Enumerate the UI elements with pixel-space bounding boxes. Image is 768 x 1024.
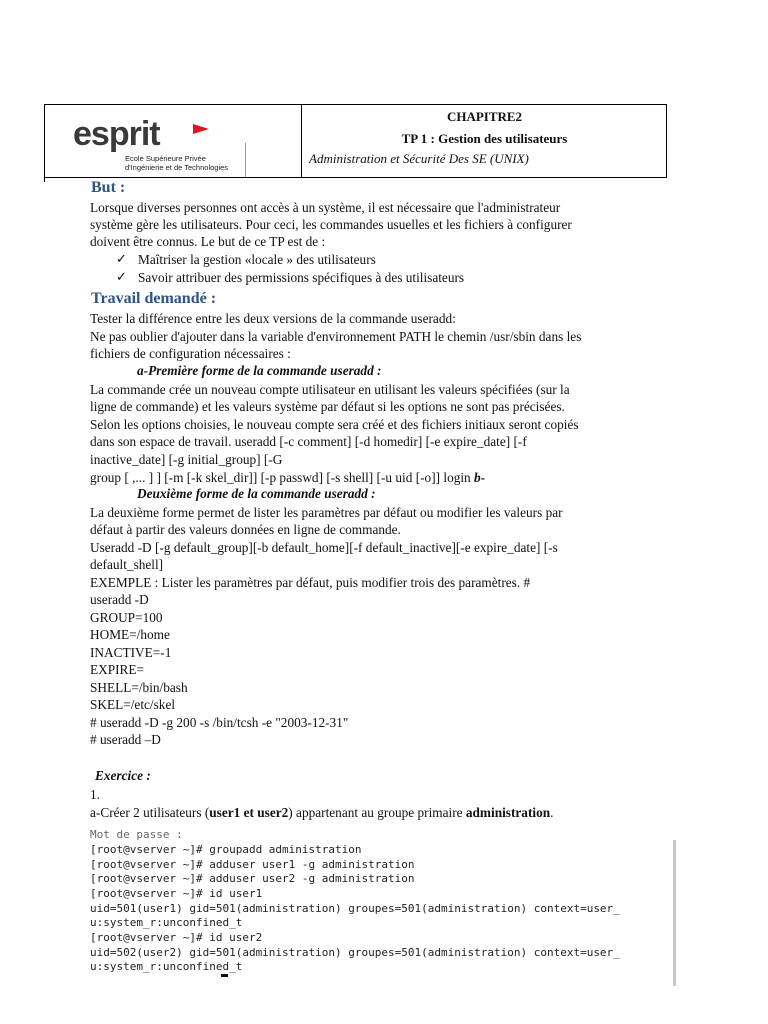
forme2-line: # useradd -D -g 200 -s /bin/tcsh -e "2003-12-31" — [90, 715, 349, 730]
forme2-line: Useradd -D [-g default_group][-b default_home][-f default_inactive][-e expire_date] [-s — [90, 540, 558, 555]
check-icon: ✓ — [116, 269, 127, 284]
forme2-line: HOME=/home — [90, 627, 170, 642]
table-corner-mark — [44, 176, 45, 182]
terminal-line: u:system_r:unconfined_t — [90, 916, 243, 929]
but-line: système gère les utilisateurs. Pour ceci, les commandes usuelles et les fichiers à configurer — [90, 217, 572, 232]
forme2-line: La deuxième forme permet de lister les paramètres par défaut ou modifier les valeurs par — [90, 505, 563, 520]
logo-subtitle-line-2: d'Ingénierie et de Technologies — [125, 163, 229, 172]
logo-divider — [245, 143, 246, 177]
travail-line: Tester la différence entre les deux versions de la commande useradd: — [90, 311, 456, 326]
terminal-line: [root@vserver ~]# id user1 — [90, 887, 263, 900]
forme1-line: inactive_date] [-g initial_group] [-G — [90, 452, 283, 467]
forme1-line: ligne de commande) et les valeurs système par défaut si les options ne sont pas précisées. — [90, 399, 565, 414]
forme1-line: Selon les options choisies, le nouveau compte sera créé et des fichiers initiaux seront copiés — [90, 417, 579, 432]
course-title: Administration et Sécurité Des SE (UNIX) — [309, 151, 529, 166]
question-users: user1 et user2 — [209, 805, 289, 820]
logo-flag-icon — [193, 124, 209, 134]
exercice-question — [90, 804, 553, 821]
header-table — [44, 104, 667, 178]
question-group: administration — [465, 805, 551, 820]
forme2-title: Deuxième forme de la commande useradd : — [137, 486, 376, 501]
forme1-line: La commande crée un nouveau compte utilisateur en utilisant les valeurs spécifiées (sur la — [90, 382, 570, 397]
terminal-line: [root@vserver ~]# adduser user1 -g administration — [90, 858, 415, 871]
terminal-line: u:system_r:unconfined_t — [90, 960, 243, 973]
forme2-line: default_shell] — [90, 557, 164, 572]
terminal-line: Mot de passe : — [90, 828, 183, 841]
forme2-line: GROUP=100 — [90, 610, 163, 625]
chapter-title: CHAPITRE2 — [446, 109, 523, 124]
forme2-line: # useradd –D — [90, 732, 161, 747]
exercice-heading: Exercice : — [95, 768, 151, 783]
forme2-line: EXPIRE= — [90, 662, 145, 677]
forme2-line: EXEMPLE : Lister les paramètres par défaut, puis modifier trois des paramètres. # — [90, 575, 531, 590]
forme1-trail: b- — [474, 470, 486, 485]
question-text: . — [550, 805, 554, 820]
check-icon: ✓ — [116, 251, 127, 266]
forme1-syntax: group [ ,... ] ] [-m [-k skel_dir]] [-p passwd] [-s shell] [-u uid [-o]] login — [90, 470, 471, 485]
forme1-line: dans son espace de travail. useradd [-c comment] [-d homedir] [-e expire_date] [-f — [90, 434, 527, 449]
logo-subtitle-line-1: Ecole Supérieure Privée — [125, 154, 206, 163]
but-heading: But : — [91, 179, 126, 196]
question-text: a-Créer 2 utilisateurs ( — [90, 805, 210, 820]
terminal-line: uid=501(user1) gid=501(administration) groupes=501(administration) context=user_ — [90, 902, 620, 915]
terminal-scroll-edge — [673, 840, 676, 986]
terminal-screenshot — [86, 828, 676, 986]
question-text: ) appartenant au groupe primaire — [288, 805, 466, 820]
logo-subtitle — [125, 154, 228, 172]
forme2-line: défaut à partir des valeurs données en ligne de commande. — [90, 522, 401, 537]
but-line: Lorsque diverses personnes ont accès à un système, il est nécessaire que l'administrateur — [90, 200, 561, 215]
travail-line: fichiers de configuration nécessaires : — [90, 346, 291, 361]
logo-wordmark: esprit — [73, 115, 160, 153]
forme1-title: a-Première forme de la commande useradd : — [137, 363, 382, 378]
terminal-line: [root@vserver ~]# id user2 — [90, 931, 263, 944]
tp-title: TP 1 : Gestion des utilisateurs — [401, 131, 568, 146]
terminal-line: [root@vserver ~]# groupadd administration — [90, 843, 362, 856]
travail-line: Ne pas oublier d'ajouter dans la variable d'environnement PATH le chemin /usr/sbin dans les — [90, 329, 582, 344]
forme2-line: useradd -D — [90, 592, 149, 607]
forme2-line: SHELL=/bin/bash — [90, 680, 188, 695]
terminal-line: uid=502(user2) gid=501(administration) groupes=501(administration) context=user_ — [90, 946, 620, 959]
forme2-line: INACTIVE=-1 — [90, 645, 172, 660]
esprit-logo — [45, 105, 301, 178]
travail-heading: Travail demandé : — [91, 290, 217, 307]
bullet-item: Maîtriser la gestion «locale » des utilisateurs — [138, 252, 376, 267]
exercice-number: 1. — [90, 787, 100, 802]
terminal-cursor — [221, 974, 228, 977]
forme2-line: SKEL=/etc/skel — [90, 697, 176, 712]
forme1-line — [90, 469, 485, 486]
terminal-line: [root@vserver ~]# adduser user2 -g administration — [90, 872, 415, 885]
but-line: doivent être connus. Le but de ce TP est de : — [90, 234, 326, 249]
bullet-item: Savoir attribuer des permissions spécifiques à des utilisateurs — [138, 270, 465, 285]
